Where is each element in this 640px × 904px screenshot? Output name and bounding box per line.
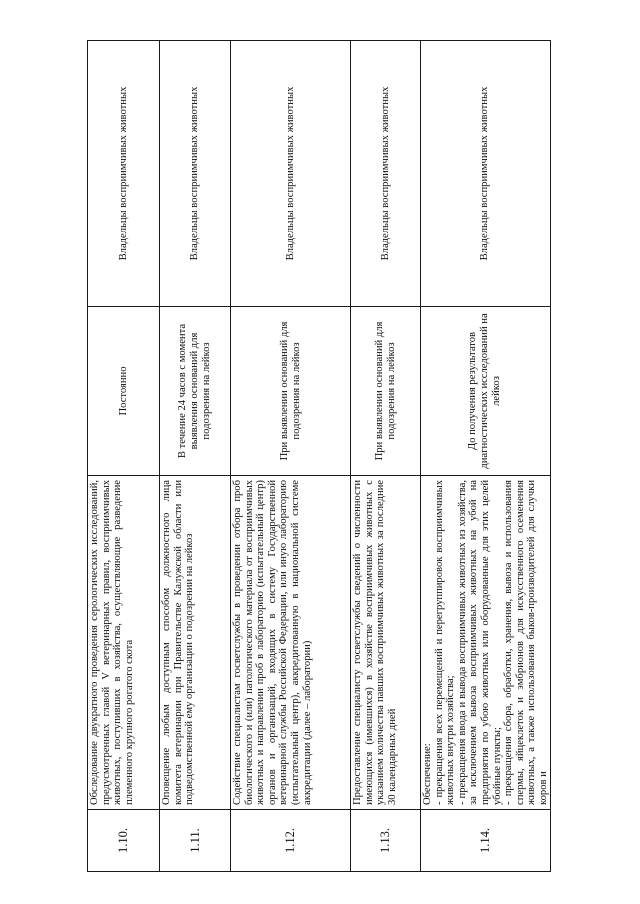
row-responsible: Владельцы восприимчивых животных: [88, 41, 160, 307]
row-responsible: Владельцы восприимчивых животных: [231, 41, 351, 307]
row-responsible: Владельцы восприимчивых животных: [160, 41, 231, 307]
table-row: [160, 41, 231, 872]
action-line: - прекращения сбора, обработки, хранения, вывоза и использования спермы, яйцеклеток и эмбрионов для искусственного осеменения животных, а также использования быков-производителей для случки коров и: [503, 480, 549, 805]
action-line: - прекращения всех перемещений и перегруппировок восприимчивых животных внутри хозяйства;: [433, 480, 457, 805]
table-row: [88, 41, 160, 872]
table-row: [231, 41, 351, 872]
row-responsible: Владельцы восприимчивых животных: [421, 41, 551, 307]
row-term: В течение 24 часов с момента выявления оснований для подозрения на лейкоз: [160, 307, 231, 476]
table-row: [421, 41, 551, 872]
row-number: 1.14.: [421, 810, 551, 872]
row-number: 1.10.: [88, 810, 160, 872]
row-responsible: Владельцы восприимчивых животных: [351, 41, 421, 307]
row-number: 1.13.: [351, 810, 421, 872]
row-term: При выявлении оснований для подозрения на лейкоз: [231, 307, 351, 476]
action-line: Обеспечение:: [422, 743, 433, 805]
row-action: Предоставление специалисту госветслужбы сведений о численности имеющихся (имевшихся) в хозяйстве восприимчивых животных с указанием количества павших восприимчивых животных за последние 30 календарных дней: [351, 476, 421, 810]
rotated-page: [87, 40, 549, 872]
row-action: Содействие специалистам госветслужбы в проведении отбора проб биологического и (или) патологического материала от восприимчивых животных и направлении проб в лабораторию (испытательный центр) органов и организаций, входящих в систему Государственной ветеринарной службы Российской Федерации, или иную лабораторию (испытательный центр), аккредитованную в национальной системе аккредитации (далее – лаборатории): [231, 476, 351, 810]
action-line: - прекращения ввода и вывода восприимчивых животных из хозяйства, за исключением вывоза восприимчивых животных на убой на предприятия по убою животных или оборудованные для этих целей убойные пункты;: [456, 480, 503, 805]
row-term: Постоянно: [88, 307, 160, 476]
row-action: [421, 476, 551, 810]
row-term: При выявлении оснований для подозрения на лейкоз: [351, 307, 421, 476]
table-row: [351, 41, 421, 872]
measures-table: [87, 40, 551, 872]
row-action: Оповещение любым доступным способом должностного лица комитета ветеринарии при Правительстве Калужской области или подведомственной ему организации о подозрении на лейкоз: [160, 476, 231, 810]
row-action: Обследование двукратного проведения серологических исследований, предусмотренных главой V ветеринарных правил, восприимчивых животных, поступивших в хозяйства, осуществляющие разведение племенного крупного рогатого скота: [88, 476, 160, 810]
row-number: 1.12.: [231, 810, 351, 872]
row-term: До получения результатов диагностических исследований на лейкоз: [421, 307, 551, 476]
row-number: 1.11.: [160, 810, 231, 872]
